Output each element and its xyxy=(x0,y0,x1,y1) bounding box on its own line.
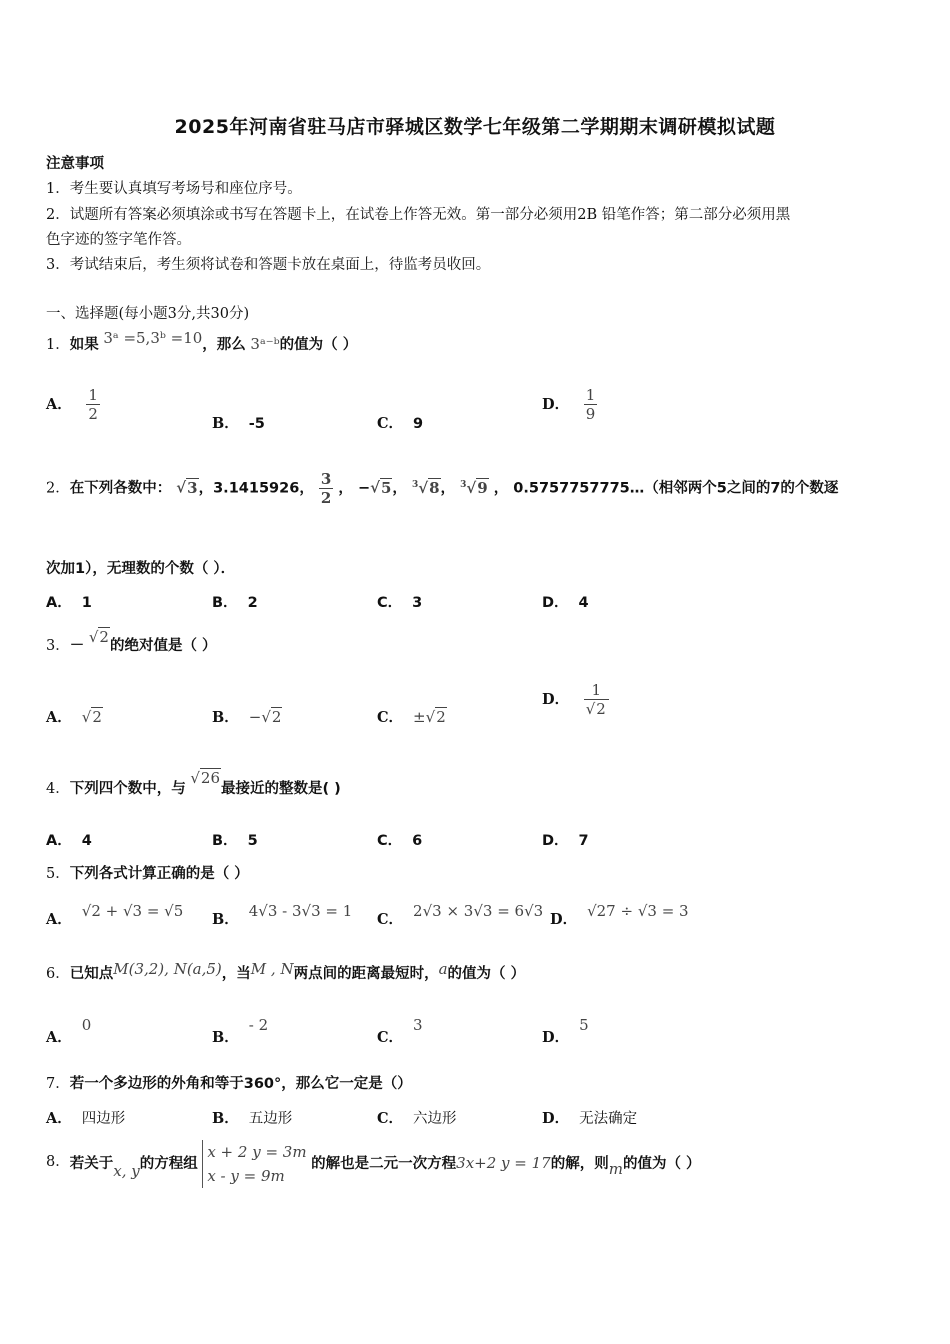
q7-option-b-label: B． xyxy=(212,1110,239,1127)
q5-number: 5． xyxy=(46,866,70,882)
q2-text-2: ， xyxy=(338,480,353,497)
q3-option-a-label: A． xyxy=(46,709,72,726)
q2-option-b-text: 2 xyxy=(247,595,258,611)
q5-option-a-label: A． xyxy=(46,911,72,928)
q2-fraction xyxy=(319,470,333,507)
q3-option-b-label: B． xyxy=(212,709,239,726)
q6-option-c[interactable] xyxy=(377,1014,423,1046)
question-4 xyxy=(46,769,341,798)
q6-option-a[interactable] xyxy=(46,1014,92,1046)
q7-option-d[interactable] xyxy=(542,1107,637,1128)
q8-mid2: 的解也是二元一次方程 xyxy=(311,1156,457,1172)
q1-option-d-label: D． xyxy=(542,395,570,413)
q2-text-3: ， xyxy=(392,480,407,497)
q4-option-b-label: B． xyxy=(212,833,238,849)
q1-option-b-text: -5 xyxy=(248,416,265,432)
q3-option-a[interactable] xyxy=(46,706,103,727)
q5-option-d-expr: √27 ÷ √3 = 3 xyxy=(587,902,689,920)
q6-post: 的值为（ ） xyxy=(447,966,526,982)
q6-mid2: 两点间的距离最短时， xyxy=(293,966,439,982)
q2-option-c[interactable] xyxy=(377,591,422,612)
question-7 xyxy=(46,1072,412,1093)
q3-a-sqrt: √2 xyxy=(81,708,102,726)
q2-pre: 在下列各数中： xyxy=(69,480,172,497)
q8-number: 8． xyxy=(46,1154,70,1170)
q2-text-1: ，3.1415926， xyxy=(198,480,314,497)
q1-post: 的值为（ ） xyxy=(279,337,358,353)
q3-neg: － xyxy=(69,638,85,654)
q1-option-a-label: A． xyxy=(46,395,72,413)
q2-cbrt8: $^3$√8 xyxy=(411,478,440,497)
q5-option-d[interactable] xyxy=(550,900,689,928)
q2-cbrt9-value: 9 xyxy=(477,478,488,497)
q4-option-c[interactable] xyxy=(377,829,422,850)
q2-text-5: ， 0.5757757775…（相邻两个5之间的7的个数逐 xyxy=(493,480,839,497)
q2-line-2: 次加1），无理数的个数（ ）． xyxy=(46,561,236,577)
q4-option-d-text: 7 xyxy=(578,833,589,849)
q7-option-d-text: 无法确定 xyxy=(579,1111,638,1127)
q1-number: 1． xyxy=(46,337,70,353)
q3-b-sqrt: √2 xyxy=(261,708,282,726)
q2-sqrt3: √3 xyxy=(176,478,198,497)
q6-option-b-text: - 2 xyxy=(248,1016,269,1034)
q2-option-a-label: A． xyxy=(46,595,72,611)
q7-option-a-text: 四边形 xyxy=(81,1111,126,1127)
q8-pre: 若关于 xyxy=(69,1156,114,1172)
q2-option-a-text: 1 xyxy=(81,595,92,611)
q1-option-c-label: C． xyxy=(377,415,404,432)
q1-option-b[interactable] xyxy=(212,412,265,433)
q3-option-c[interactable] xyxy=(377,706,447,727)
page-title: 2025年河南省驻马店市驿城区数学七年级第二学期期末调研模拟试题 xyxy=(174,116,776,138)
q4-option-d-label: D． xyxy=(542,833,569,849)
q6-option-d-label: D． xyxy=(542,1029,570,1046)
q6-option-d-text: 5 xyxy=(579,1016,589,1034)
q2-option-d[interactable] xyxy=(542,591,589,612)
q2-sqrt5: √5 xyxy=(370,478,392,497)
q8-eq3: 3x+2 y = 17 xyxy=(456,1154,551,1172)
q2-option-c-label: C． xyxy=(377,595,403,611)
q2-number: 2． xyxy=(46,480,70,497)
q7-option-c[interactable] xyxy=(377,1107,457,1128)
q3-d-denominator: √2 xyxy=(584,699,609,718)
q1-option-a[interactable] xyxy=(46,386,100,423)
q5-option-c-expr: 2√3 × 3√3 = 6√3 xyxy=(413,902,544,920)
q2-sqrt5-value: 5 xyxy=(380,478,392,497)
q4-option-a-text: 4 xyxy=(81,833,92,849)
q5-option-a-expr: √2 + √3 = √5 xyxy=(81,902,184,920)
q7-option-c-text: 六边形 xyxy=(413,1111,457,1127)
q1-option-d[interactable] xyxy=(542,386,597,423)
q4-number: 4． xyxy=(46,781,70,797)
notice-item-2: 2．试题所有答案必须填涂或书写在答题卡上，在试卷上作答无效。第一部分必须用2B 铅笔作答；第二部分必须用黑 xyxy=(46,207,791,223)
q4-sqrt: √26 xyxy=(190,769,220,787)
q4-post: 最接近的整数是( ) xyxy=(221,781,341,797)
q2-cbrt9: $^3$√9 xyxy=(460,478,488,497)
q3-option-d[interactable] xyxy=(542,681,609,718)
q6-number: 6． xyxy=(46,966,70,982)
q3-option-c-label: C． xyxy=(377,709,404,726)
q7-number: 7． xyxy=(46,1076,70,1092)
q2-option-a[interactable] xyxy=(46,591,92,612)
q1-condition: 3ᵃ =5,3ᵇ =10 xyxy=(103,329,203,347)
question-2 xyxy=(46,470,838,507)
q3-sqrt: √2 xyxy=(88,628,109,646)
q8-system xyxy=(202,1140,306,1188)
q6-mid: ，当 xyxy=(221,966,251,982)
q1-d-denominator: 9 xyxy=(585,405,596,423)
q6-mn: M , N xyxy=(250,960,294,978)
q4-pre: 下列四个数中，与 xyxy=(69,781,186,797)
q1-option-b-label: B． xyxy=(212,415,239,432)
q8-post: 的值为（ ） xyxy=(622,1156,701,1172)
q5-option-c[interactable] xyxy=(377,900,544,928)
q7-option-c-label: C． xyxy=(377,1110,404,1127)
q3-c-sqrt-value: 2 xyxy=(436,708,446,726)
q3-option-d-label: D． xyxy=(542,690,570,708)
q6-pre: 已知点 xyxy=(69,966,114,982)
question-3 xyxy=(46,628,217,655)
q5-option-b-label: B． xyxy=(212,911,239,928)
q6-option-c-label: C． xyxy=(377,1029,404,1046)
q7-option-b-text: 五边形 xyxy=(248,1111,293,1127)
q1-pre: 如果 xyxy=(69,337,99,353)
q6-option-b-label: B． xyxy=(212,1029,239,1046)
q3-c-sign: ± xyxy=(413,708,426,726)
q7-text: 若一个多边形的外角和等于360°，那么它一定是（） xyxy=(69,1076,412,1092)
q4-option-c-text: 6 xyxy=(412,833,423,849)
q4-option-b-text: 5 xyxy=(247,833,258,849)
q4-option-d[interactable] xyxy=(542,829,589,850)
notice-heading: 注意事项 xyxy=(46,156,104,172)
q2-option-d-label: D． xyxy=(542,595,569,611)
q8-mid: 的方程组 xyxy=(139,1156,198,1172)
notice-item-1: 1．考生要认真填写考场号和座位序号。 xyxy=(46,181,302,197)
q7-option-d-label: D． xyxy=(542,1110,570,1127)
question-5 xyxy=(46,862,249,883)
q5-option-a[interactable] xyxy=(46,900,184,928)
q2-frac-denominator: 2 xyxy=(320,489,332,507)
q2-option-b[interactable] xyxy=(212,591,258,612)
q3-b-sign: − xyxy=(248,708,262,726)
q8-m: m xyxy=(608,1160,623,1178)
notice-item-3: 3．考试结束后，考生须将试卷和答题卡放在桌面上，待监考员收回。 xyxy=(46,257,491,273)
q1-a-numerator: 1 xyxy=(88,386,98,404)
q1-option-a-fraction xyxy=(86,386,100,423)
q2-frac-numerator: 3 xyxy=(320,470,332,488)
q7-option-a[interactable] xyxy=(46,1107,125,1128)
q1-option-d-fraction xyxy=(584,386,598,423)
q7-option-b[interactable] xyxy=(212,1107,292,1128)
q2-sqrt3-value: 3 xyxy=(187,478,198,497)
q8-eq2: x - y = 9m xyxy=(207,1167,285,1185)
q1-option-c[interactable] xyxy=(377,412,423,433)
q1-a-denominator: 2 xyxy=(88,405,98,423)
q6-points: M(3,2), N(a,5) xyxy=(113,960,222,978)
q5-text: 下列各式计算正确的是（ ） xyxy=(69,866,249,882)
q1-d-numerator: 1 xyxy=(585,386,596,404)
q2-option-d-text: 4 xyxy=(578,595,589,611)
question-8 xyxy=(46,1140,701,1188)
q6-option-b[interactable] xyxy=(212,1014,269,1046)
q4-sqrt-value: 26 xyxy=(200,769,220,787)
q6-a: a xyxy=(438,960,448,978)
q2-option-c-text: 3 xyxy=(412,595,423,611)
q8-mid3: 的解，则 xyxy=(550,1156,609,1172)
q3-d-fraction xyxy=(584,681,609,718)
q1-option-c-text: 9 xyxy=(413,416,424,432)
q8-vars: x, y xyxy=(113,1162,140,1180)
question-6 xyxy=(46,962,525,983)
q1-mid: ，那么 xyxy=(202,337,246,353)
q5-option-d-label: D． xyxy=(550,911,578,928)
q3-b-sqrt-value: 2 xyxy=(271,708,282,726)
q3-sqrt-value: 2 xyxy=(99,628,109,646)
section-heading: 一、选择题(每小题3分,共30分) xyxy=(46,306,250,322)
q2-neg: − xyxy=(357,480,371,497)
q1-expression: 3ᵃ⁻ᵇ xyxy=(250,335,280,353)
q2-option-b-label: B． xyxy=(212,595,238,611)
q5-option-b[interactable] xyxy=(212,900,353,928)
notice-item-2-cont: 色字迹的签字笔作答。 xyxy=(46,232,191,248)
q4-option-b[interactable] xyxy=(212,829,258,850)
q4-option-a[interactable] xyxy=(46,829,92,850)
q5-option-c-label: C． xyxy=(377,911,404,928)
q6-option-c-text: 3 xyxy=(413,1016,423,1034)
q6-option-d[interactable] xyxy=(542,1014,589,1046)
q3-post: 的绝对值是（ ） xyxy=(109,638,217,654)
q2-cbrt8-value: 8 xyxy=(429,478,440,497)
q3-d-sqrt-value: 2 xyxy=(596,700,606,718)
q6-option-a-text: 0 xyxy=(81,1016,92,1034)
q2-text-4: ， xyxy=(440,480,456,497)
q3-d-numerator: 1 xyxy=(591,681,602,699)
q8-eq1: x + 2 y = 3m xyxy=(207,1143,307,1161)
q6-option-a-label: A． xyxy=(46,1029,72,1046)
question-1 xyxy=(46,329,358,354)
q4-option-c-label: C． xyxy=(377,833,403,849)
q4-option-a-label: A． xyxy=(46,833,72,849)
q3-a-sqrt-value: 2 xyxy=(92,708,102,726)
q5-option-b-expr: 4√3 - 3√3 = 1 xyxy=(248,902,353,920)
q3-option-b[interactable] xyxy=(212,706,282,727)
q3-c-sqrt: √2 xyxy=(425,708,446,726)
q3-number: 3． xyxy=(46,638,70,654)
q7-option-a-label: A． xyxy=(46,1110,72,1127)
